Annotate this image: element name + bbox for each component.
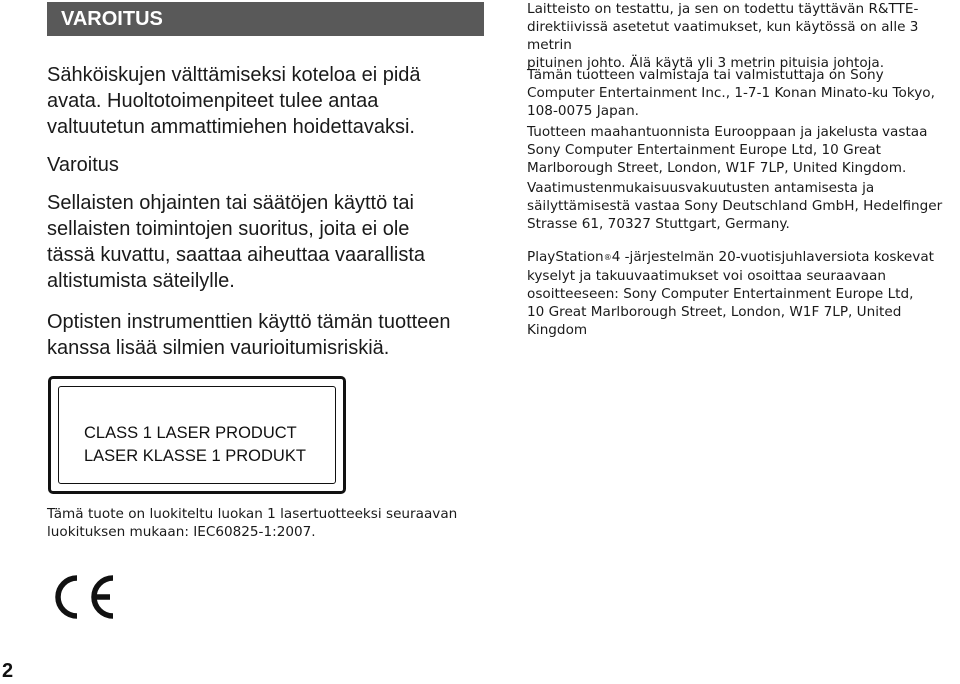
warning-electric-shock-text: Sähköiskujen välttämiseksi koteloa ei pidä avata. Huoltotoimenpiteet tulee antaa valtuutetun ammattimiehen hoidettavaksi.	[47, 64, 421, 138]
registered-mark: ®	[603, 253, 612, 262]
warning-optical-text: Optisten instrumenttien käyttö tämän tuotteen kanssa lisää silmien vaurioitumisriskiä.	[47, 311, 451, 359]
laser-class-label	[48, 376, 346, 494]
laser-label-inner-frame	[58, 386, 336, 484]
importer-text: Tuotteen maahantuonnista Eurooppaan ja jakelusta vastaa Sony Computer Entertainment Europe Ltd, 10 Great Marlborough Street, London, W1F 7LP, United Kingdom.	[527, 124, 928, 176]
warranty-inquiries-text	[527, 248, 959, 339]
ce-mark-icon	[46, 572, 118, 622]
laser-classification-text: Tämä tuote on luokiteltu luokan 1 lasertuotteeksi seuraavan luokituksen mukaan: IEC60825-1:2007.	[47, 506, 458, 540]
manufacturer-text: Tämän tuotteen valmistaja tai valmistuttaja on Sony Computer Entertainment Inc., 1-7-1 Konan Minato-ku Tokyo, 108-0075 Japan.	[527, 67, 935, 119]
warranty-inquiries-rest: 4 -järjestelmän 20-vuotisjuhlaversiota koskevat kyselyt ja takuuvaatimukset voi osoittaa seuraavaan osoitteeseen: Sony Computer Entertainment Europe Ltd, 10 Great Marlborough Street, London, W1F 7LP, United Kingdom	[527, 249, 934, 338]
laser-label-line-1: CLASS 1 LASER PRODUCT	[84, 424, 297, 442]
page-number: 2	[2, 660, 14, 682]
conformity-declaration-text: Vaatimustenmukaisuusvakuutusten antamisesta ja säilyttämisestä vastaa Sony Deutschland GmbH, Hedelfinger Strasse 61, 70327 Stuttgart, Germany.	[527, 180, 943, 232]
warning-subtitle: Varoitus	[47, 154, 119, 176]
laser-label-line-2: LASER KLASSE 1 PRODUKT	[84, 447, 306, 465]
warning-heading: VAROITUS	[61, 8, 163, 30]
warning-heading-bar	[47, 2, 484, 36]
warning-radiation-text: Sellaisten ohjainten tai säätöjen käyttö tai sellaisten toimintojen suoritus, joita ei ole tässä kuvattu, saattaa aiheuttaa vaarallista altistumista säteilylle.	[47, 192, 426, 292]
playstation-brand: PlayStation	[527, 249, 604, 265]
rtte-compliance-text: Laitteisto on testattu, ja sen on todettu täyttävän R&TTE- direktiivissä asetetut vaatimukset, kun käytössä on alle 3 metrin pituinen johto. Älä käytä yli 3 metrin pituisia johtoja.	[527, 1, 919, 71]
